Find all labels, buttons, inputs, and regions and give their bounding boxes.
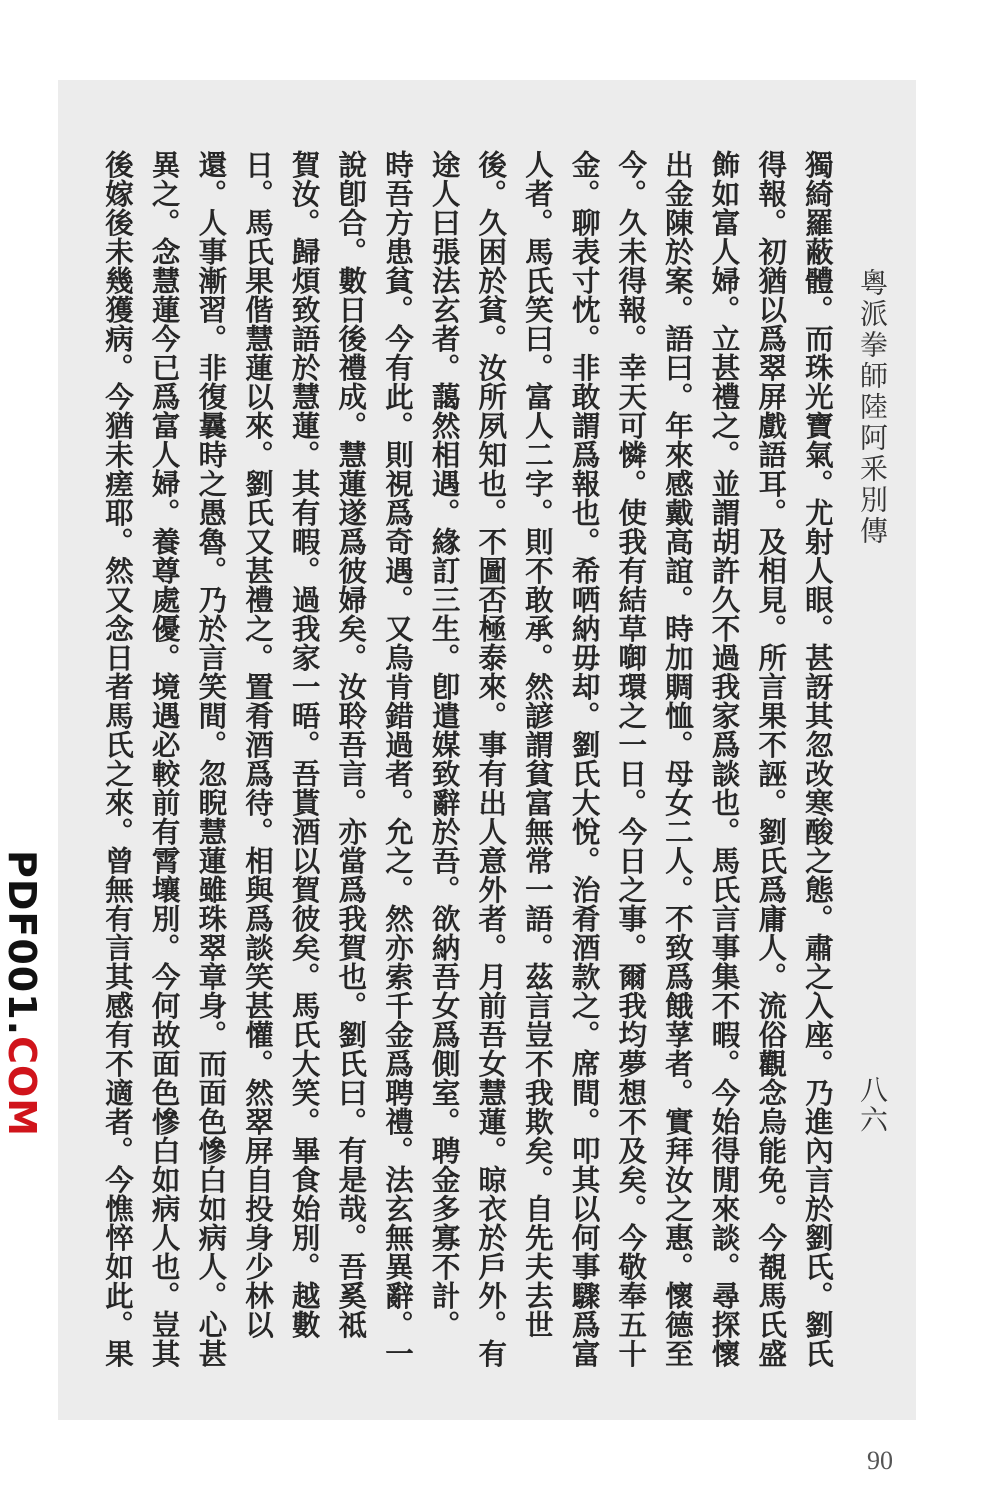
body-text (98, 150, 838, 1370)
watermark-main: PDF001. (0, 850, 44, 1037)
text-column-7: 人者。馬氏笑曰。富人二字。則不敢承。然諺謂貧富無常一語。茲言豈不我欺矣。自先夫去世 (520, 150, 555, 1339)
text-column-6: 金。聊表寸忱。非敢謂爲報也。希哂納毋却。劉氏大悅。治肴酒款之。席間。叩其以何事驟爲富 (567, 150, 602, 1368)
text-column-11: 說卽合。數日後禮成。慧蓮遂爲彼婦矣。汝聆吾言。亦當爲我賀也。劉氏曰。有是哉。吾奚祗 (334, 150, 369, 1339)
text-column-5: 今。久未得報。幸天可憐。使我有結草啣環之一日。今日之事。爾我均夢想不及矣。今敬奉五十 (614, 150, 649, 1368)
text-column-15: 異之。念慧蓮今已爲富人婦。養尊處優。境遇必較前有霄壤別。今何故面色慘白如病人也。豈其 (147, 150, 182, 1368)
running-title: 粵派拳師陸阿釆別傳 (856, 268, 889, 547)
footer-page-number: 90 (867, 1446, 893, 1475)
text-column-3: 飾如富人婦。立甚禮之。並謂胡許久不過我家爲談也。馬氏言事集不暇。今始得閒來談。尋探懷 (707, 150, 742, 1368)
printed-page-number: 八六 (856, 1075, 889, 1135)
text-column-1: 獨綺羅蔽體。而珠光寶氣。尤射人眼。甚訝其忽改寒酸之態。肅之入座。乃進內言於劉氏。劉氏 (800, 150, 835, 1368)
text-column-10: 時吾方患貧。今有此。則視爲奇遇。又烏肯錯過者。允之。然亦索千金爲聘禮。法玄無異辭。一 (380, 150, 415, 1368)
text-column-8: 後。久困於貧。汝所夙知也。不圖否極泰來。事有出人意外者。月前吾女慧蓮。晾衣於戶外。有 (474, 150, 509, 1368)
text-column-16: 後嫁後未幾獲病。今猶未瘥耶。然又念日者馬氏之來。曾無有言其感有不適者。今憔悴如此。果 (101, 150, 135, 1368)
watermark-accent: COM (0, 1036, 44, 1138)
text-column-12: 賀汝。歸煩致語於慧蓮。其有暇。過我家一晤。吾貰酒以賀彼矣。馬氏大笑。畢食始別。越數 (287, 150, 322, 1339)
text-column-4: 出金陳於案。語曰。年來感戴高誼。時加賙恤。母女二人。不致爲餓莩者。實拜汝之惠。懷德至 (660, 150, 695, 1368)
text-column-14: 還。人事漸習。非復曩時之愚魯。乃於言笑間。忽睨慧蓮雖珠翠章身。而面色慘白如病人。心甚 (194, 150, 229, 1368)
watermark (0, 850, 44, 1138)
text-column-2: 得報。初猶以爲翠屏戲語耳。及相見。所言果不誣。劉氏爲庸人。流俗觀念烏能免。今覩馬氏盛 (754, 150, 789, 1368)
text-column-9: 途人曰張法玄者。藹然相遇。緣訂三生。卽遣媒致辭於吾。欲納吾女爲側室。聘金多寡不計。 (427, 150, 462, 1339)
text-column-13: 日。馬氏果偕慧蓮以來。劉氏又甚禮之。置肴酒爲待。相與爲談笑甚懽。然翠屏自投身少林以 (240, 150, 275, 1339)
